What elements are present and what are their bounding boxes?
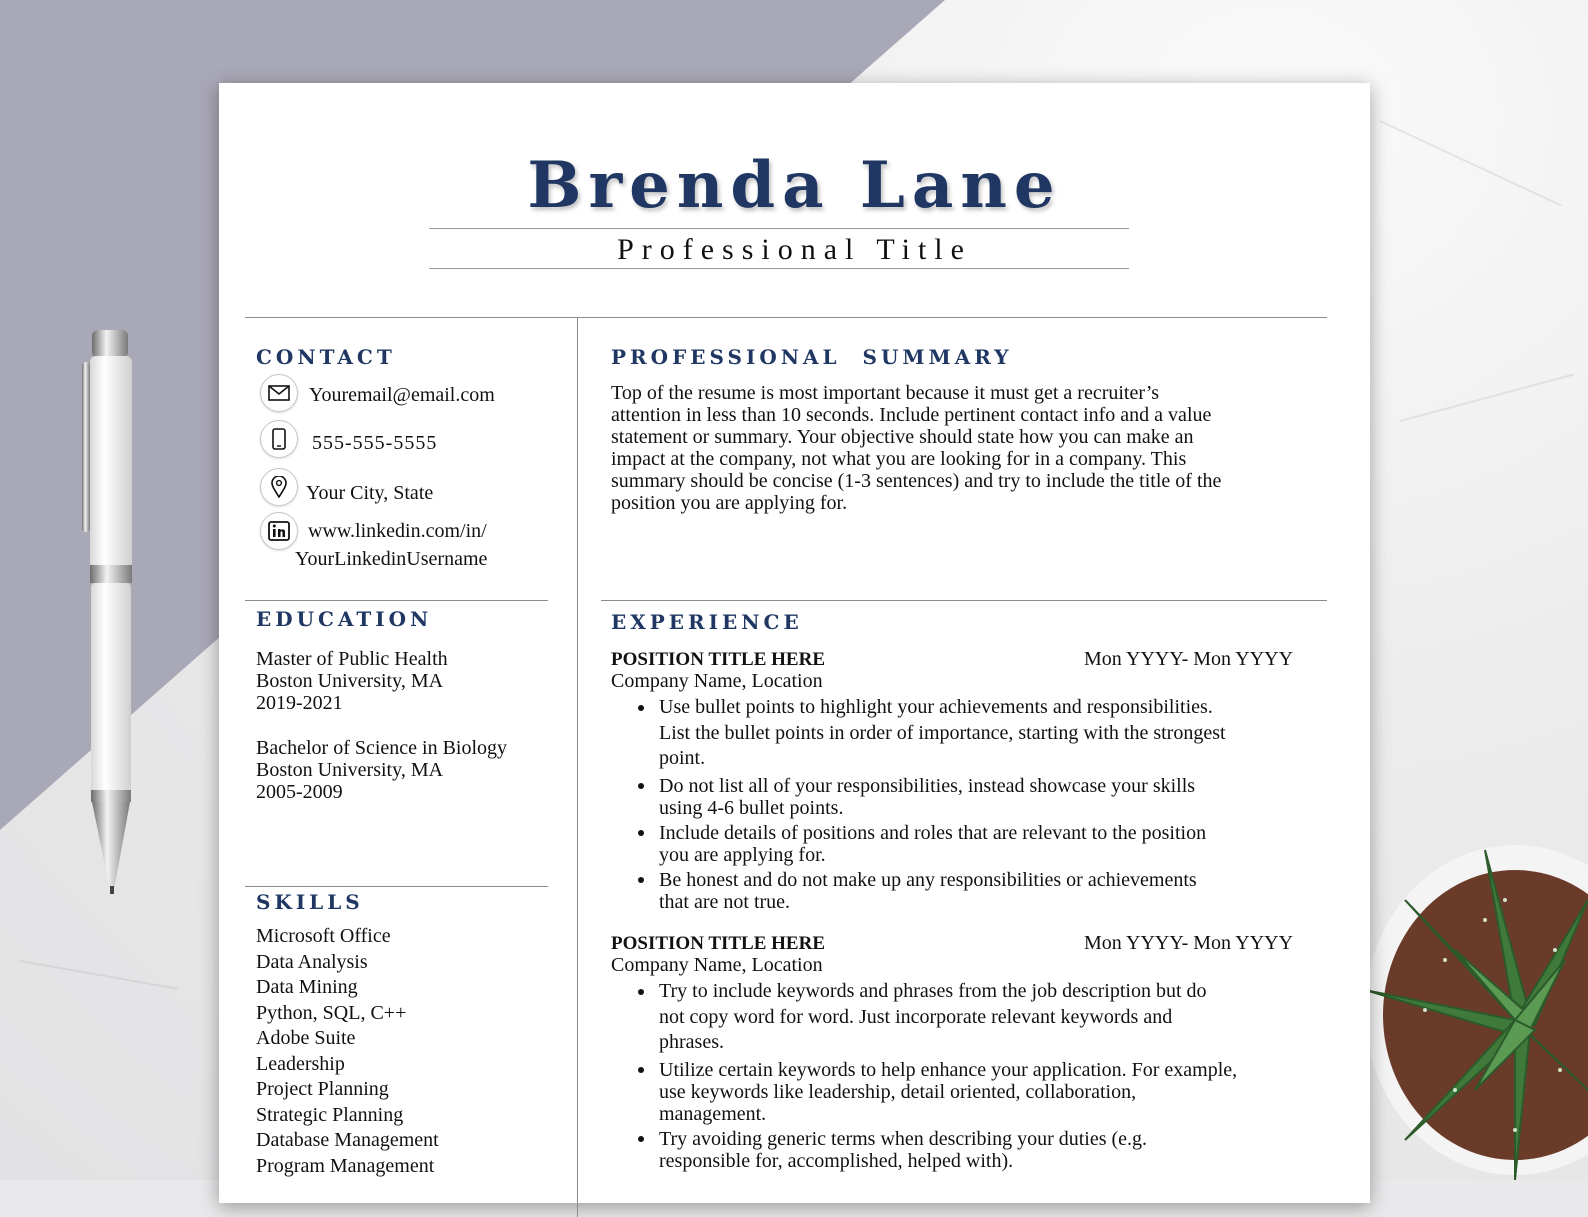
summary-line: statement or summary. Your objective should state how you can make an xyxy=(611,426,1194,448)
position-company: Company Name, Location xyxy=(611,954,823,976)
skill-item: Leadership xyxy=(256,1052,345,1075)
position-bullets xyxy=(611,695,1226,916)
bullet-line: that are not true. xyxy=(659,890,791,913)
pen-decoration xyxy=(80,330,140,910)
bullet-item xyxy=(659,1128,1237,1172)
experience-heading: EXPERIENCE xyxy=(611,610,803,634)
envelope-icon xyxy=(260,374,298,412)
bullet-line: Utilize certain keywords to help enhance your application. For example, xyxy=(659,1058,1238,1081)
location-pin-icon xyxy=(260,468,298,506)
bullet-line: using 4-6 bullet points. xyxy=(659,796,844,819)
bullet-line: Be honest and do not make up any responsibilities or achievements xyxy=(659,868,1197,891)
bullet-item xyxy=(659,869,1226,913)
education-school: Boston University, MA xyxy=(256,670,444,692)
skill-item: Database Management xyxy=(256,1129,439,1151)
summary-line: impact at the company, not what you are looking for in a company. This xyxy=(611,448,1187,470)
education-degree: Bachelor of Science in Biology xyxy=(256,737,508,759)
contact-heading: CONTACT xyxy=(256,345,396,369)
bullet-line: point. xyxy=(659,747,706,769)
skill-item: Data Analysis xyxy=(256,950,368,973)
education-years: 2019-2021 xyxy=(256,692,343,714)
position-dates: Mon YYYY- Mon YYYY xyxy=(1084,932,1294,954)
skill-item: Microsoft Office xyxy=(256,925,391,947)
skill-item: Program Management xyxy=(256,1154,435,1177)
professional-title: Professional Title xyxy=(617,233,972,266)
bullet-line: Try to include keywords and phrases from the job description but do xyxy=(659,980,1207,1002)
bullet-line: not copy word for word. Just incorporate relevant keywords and xyxy=(659,1005,1173,1028)
bullet-item xyxy=(659,775,1226,819)
summary-text xyxy=(611,382,1221,514)
education-years: 2005-2009 xyxy=(256,781,343,803)
education-entry xyxy=(256,737,507,803)
contact-email: Youremail@email.com xyxy=(309,384,495,406)
bullet-line: Use bullet points to highlight your achievements and responsibilities. xyxy=(659,696,1213,718)
skill-item: Data Mining xyxy=(256,976,358,998)
skill-item: Adobe Suite xyxy=(256,1027,356,1049)
column-divider xyxy=(577,317,578,1217)
bullet-item xyxy=(659,695,1226,772)
summary-line: Top of the resume is most important because it must get a recruiter’s xyxy=(611,382,1160,404)
position-title: POSITION TITLE HERE xyxy=(611,933,826,954)
skill-item: Strategic Planning xyxy=(256,1103,404,1126)
summary-divider xyxy=(601,600,1327,601)
summary-line: summary should be concise (1-3 sentences) and try to include the title of the xyxy=(611,470,1222,492)
bullet-line: use keywords like leadership, detail oriented, collaboration, xyxy=(659,1080,1137,1103)
bullet-line: Do not list all of your responsibilities, instead showcase your skills xyxy=(659,774,1196,797)
education-school: Boston University, MA xyxy=(256,759,444,781)
education-degree: Master of Public Health xyxy=(256,648,448,670)
contact-linkedin-url: www.linkedin.com/in/ xyxy=(308,520,487,542)
contact-divider xyxy=(245,600,548,601)
skills-list xyxy=(256,924,439,1179)
title-divider-top xyxy=(429,228,1129,229)
skill-item: Project Planning xyxy=(256,1078,389,1100)
education-heading: EDUCATION xyxy=(256,607,433,631)
bullet-line: List the bullet points in order of importance, starting with the strongest xyxy=(659,721,1226,744)
education-entry xyxy=(256,648,448,714)
phone-icon xyxy=(260,420,298,458)
title-divider-bottom xyxy=(429,268,1129,269)
candidate-name: Brenda Lane xyxy=(527,148,1062,223)
bullet-item xyxy=(659,1059,1237,1125)
header-divider xyxy=(245,317,1327,318)
succulent-plant-decoration xyxy=(1365,840,1588,1180)
bullet-line: phrases. xyxy=(659,1031,724,1053)
position-dates: Mon YYYY- Mon YYYY xyxy=(1084,648,1294,670)
contact-linkedin-username: YourLinkedinUsername xyxy=(295,548,488,570)
summary-line: attention in less than 10 seconds. Include pertinent contact info and a value xyxy=(611,404,1212,426)
bullet-line: Try avoiding generic terms when describing your duties (e.g. xyxy=(659,1127,1148,1150)
bullet-item xyxy=(659,822,1226,866)
bullet-item xyxy=(659,979,1237,1056)
skill-item: Python, SQL, C++ xyxy=(256,1001,407,1024)
position-title: POSITION TITLE HERE xyxy=(611,649,826,670)
position-bullets xyxy=(611,979,1237,1175)
linkedin-icon xyxy=(260,512,298,550)
summary-line: position you are applying for. xyxy=(611,492,848,514)
bullet-line: responsible for, accomplished, helped with). xyxy=(659,1149,1014,1172)
contact-location: Your City, State xyxy=(306,482,434,504)
position-company: Company Name, Location xyxy=(611,670,823,692)
resume-page xyxy=(219,83,1370,1203)
skills-heading: SKILLS xyxy=(256,890,364,914)
contact-phone: 555-555-5555 xyxy=(312,432,438,454)
bullet-line: Include details of positions and roles that are relevant to the position xyxy=(659,821,1207,844)
bullet-line: you are applying for. xyxy=(659,843,826,866)
education-divider xyxy=(245,886,548,887)
summary-heading: PROFESSIONAL SUMMARY xyxy=(611,345,1013,369)
bullet-line: management. xyxy=(659,1102,767,1125)
